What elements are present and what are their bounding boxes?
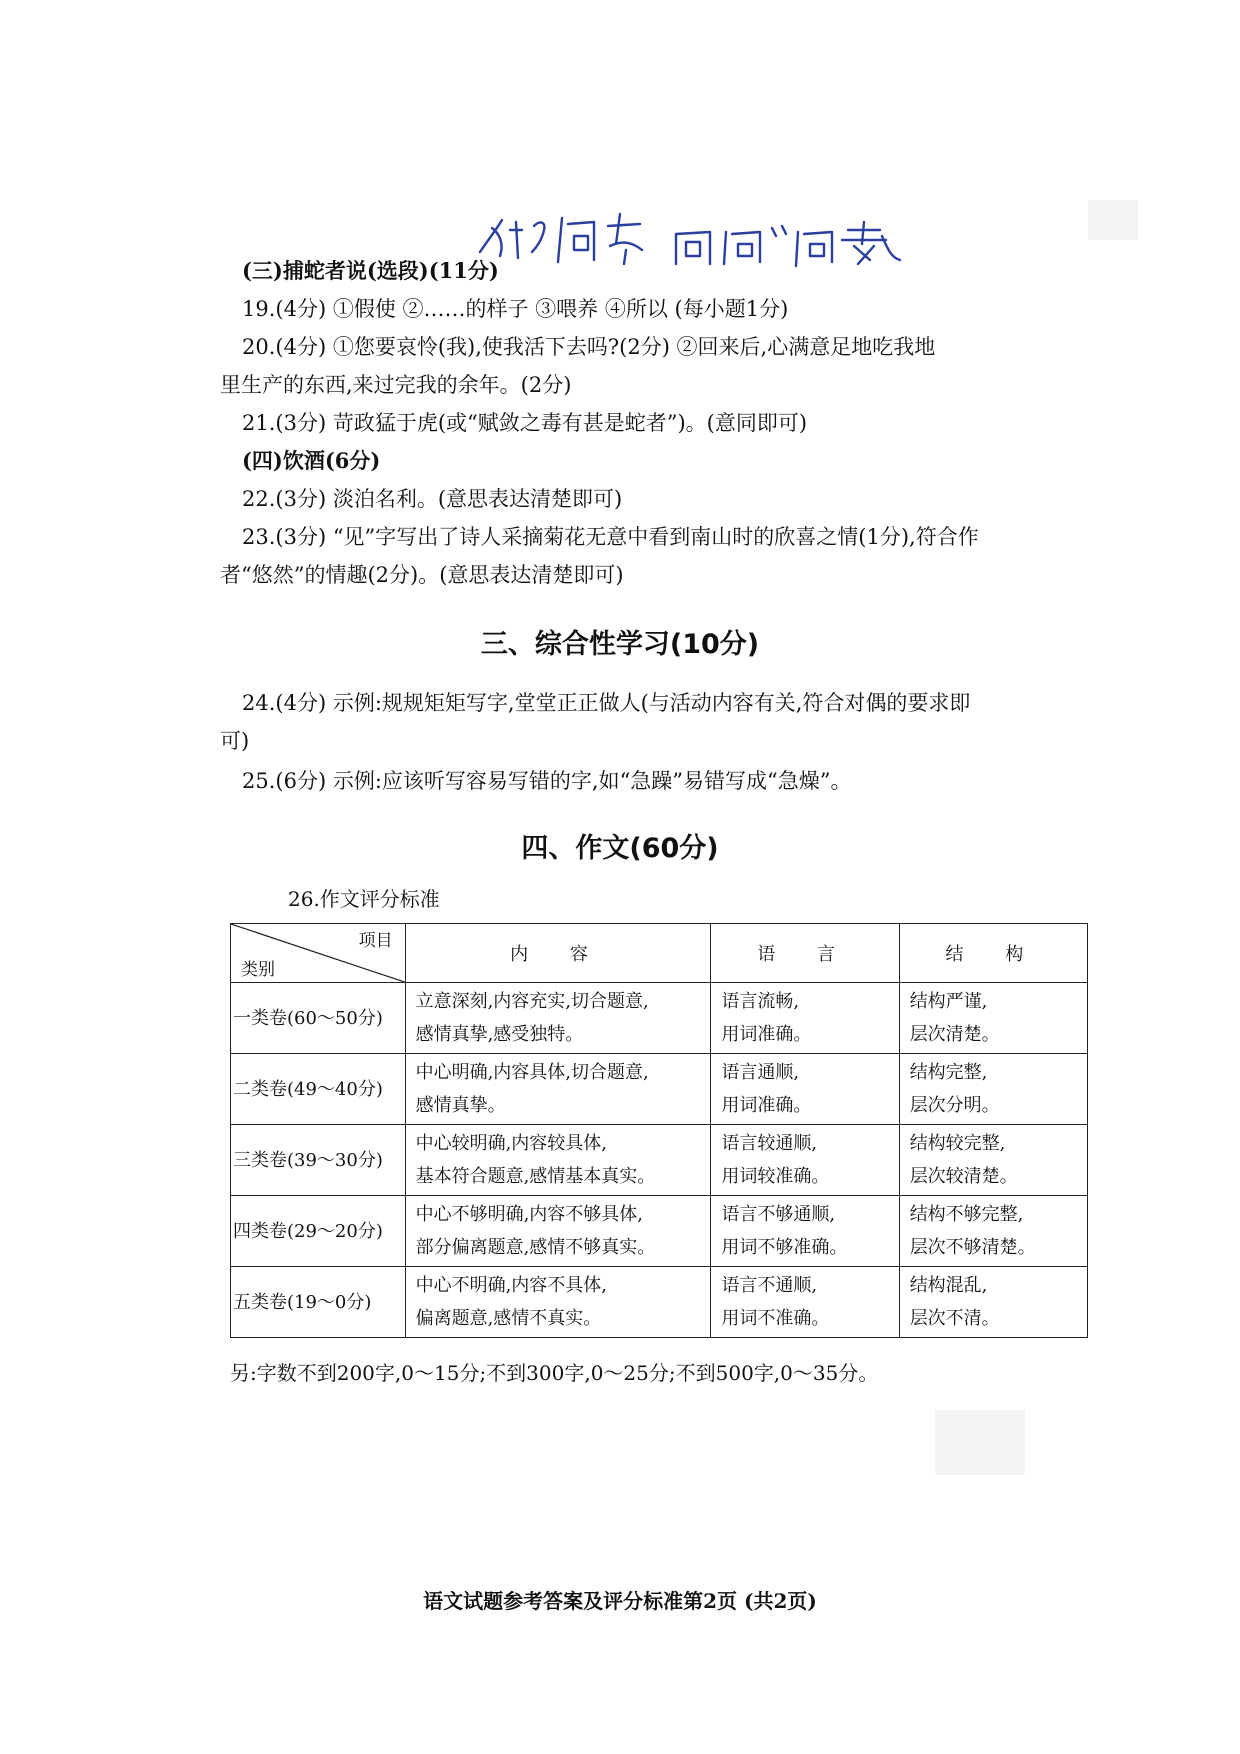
cell-line: 结构不够完整, <box>909 1204 1024 1225</box>
cell-line: 结构完整, <box>909 1062 988 1083</box>
row-structure <box>899 983 1087 1054</box>
cell-line: 用词不准确。 <box>721 1308 830 1329</box>
answer-23-line1: 23.(3分) “见”字写出了诗人采摘菊花无意中看到南山时的欣喜之情(1分),符合作 <box>242 525 979 549</box>
handwritten-annotation <box>470 200 950 270</box>
cell-line: 用词较准确。 <box>721 1166 830 1187</box>
cell-line: 结构严谨, <box>909 991 988 1012</box>
answer-21: 21.(3分) 苛政猛于虎(或“赋敛之毒有甚是蛇者”)。(意同即可) <box>242 411 808 435</box>
row-category: 一类卷(60～50分) <box>231 983 406 1054</box>
row-language <box>711 1196 899 1267</box>
row-content <box>405 1054 711 1125</box>
cell-line: 语言不够通顺, <box>721 1204 836 1225</box>
header-content: 内 容 <box>405 924 711 983</box>
cell-line: 部分偏离题意,感情不够真实。 <box>415 1237 656 1258</box>
corner-label-category: 类别 <box>241 960 275 980</box>
row-structure <box>899 1054 1087 1125</box>
cell-line: 中心不明确,内容不具体, <box>415 1275 608 1296</box>
row-language <box>711 1267 899 1338</box>
scan-smudge <box>935 1410 1025 1475</box>
answer-19: 19.(4分) ①假使 ②……的样子 ③喂养 ④所以 (每小题1分) <box>242 297 789 321</box>
answer-23-line2: 者“悠然”的情趣(2分)。(意思表达清楚即可) <box>220 563 624 587</box>
cell-line: 基本符合题意,感情基本真实。 <box>415 1166 656 1187</box>
section-4-header: (四)饮酒(6分) <box>242 448 381 473</box>
section-3-header: (三)捕蛇者说(选段)(11分) <box>242 258 499 283</box>
cell-line: 感情真挚。 <box>415 1095 506 1116</box>
cell-line: 感情真挚,感受独特。 <box>415 1024 584 1045</box>
row-category: 三类卷(39～30分) <box>231 1125 406 1196</box>
cell-line: 结构混乱, <box>909 1275 988 1296</box>
row-language <box>711 1125 899 1196</box>
row-category: 二类卷(49～40分) <box>231 1054 406 1125</box>
table-header-row <box>231 924 1088 983</box>
row-structure <box>899 1125 1087 1196</box>
row-category: 五类卷(19～0分) <box>231 1267 406 1338</box>
cell-line: 用词不够准确。 <box>721 1237 848 1258</box>
header-language: 语 言 <box>711 924 899 983</box>
cell-line: 立意深刻,内容充实,切合题意, <box>415 991 649 1012</box>
cell-line: 结构较完整, <box>909 1133 1006 1154</box>
cell-line: 偏离题意,感情不真实。 <box>415 1308 602 1329</box>
corner-label-item: 项目 <box>358 931 393 951</box>
word-count-note: 另:字数不到200字,0～15分;不到300字,0～25分;不到500字,0～35分。 <box>230 1361 879 1385</box>
cell-line: 语言较通顺, <box>721 1133 818 1154</box>
cell-line: 层次不清。 <box>909 1308 1000 1329</box>
row-content <box>405 1125 711 1196</box>
cell-line: 层次不够清楚。 <box>909 1237 1036 1258</box>
answer-24-line2: 可) <box>220 729 250 753</box>
row-language <box>711 1054 899 1125</box>
cell-line: 语言通顺, <box>721 1062 800 1083</box>
part-3-title: 三、综合性学习(10分) <box>480 629 760 660</box>
page-footer: 语文试题参考答案及评分标准第2页 (共2页) <box>423 1589 817 1613</box>
answer-25: 25.(6分) 示例:应该听写容易写错的字,如“急躁”易错写成“急燥”。 <box>242 769 852 793</box>
table-row <box>231 983 1088 1054</box>
cell-line: 中心不够明确,内容不够具体, <box>415 1204 644 1225</box>
answer-24-line1: 24.(4分) 示例:规规矩矩写字,堂堂正正做人(与活动内容有关,符合对偶的要求即 <box>242 691 971 715</box>
part-4-title: 四、作文(60分) <box>521 833 719 864</box>
cell-line: 语言流畅, <box>721 991 800 1012</box>
answer-22: 22.(3分) 淡泊名利。(意思表达清楚即可) <box>242 487 623 511</box>
row-content <box>405 983 711 1054</box>
table-row <box>231 1125 1088 1196</box>
essay-grading-table <box>230 923 1088 1338</box>
cell-line: 层次清楚。 <box>909 1024 1000 1045</box>
answer-20-line2: 里生产的东西,来过完我的余年。(2分) <box>220 373 572 397</box>
table-row <box>231 1196 1088 1267</box>
cell-line: 用词准确。 <box>721 1024 812 1045</box>
table-row <box>231 1054 1088 1125</box>
scan-smudge <box>1088 200 1138 240</box>
header-structure: 结 构 <box>899 924 1087 983</box>
row-category: 四类卷(29～20分) <box>231 1196 406 1267</box>
row-content <box>405 1196 711 1267</box>
cell-line: 用词准确。 <box>721 1095 812 1116</box>
cell-line: 语言不通顺, <box>721 1275 818 1296</box>
answer-20-line1: 20.(4分) ①您要哀怜(我),使我活下去吗?(2分) ②回来后,心满意足地吃我地 <box>242 335 936 359</box>
row-structure <box>899 1196 1087 1267</box>
cell-line: 层次较清楚。 <box>909 1166 1018 1187</box>
cell-line: 层次分明。 <box>909 1095 1000 1116</box>
table-corner-cell <box>231 924 406 983</box>
cell-line: 中心明确,内容具体,切合题意, <box>415 1062 649 1083</box>
cell-line: 中心较明确,内容较具体, <box>415 1133 608 1154</box>
row-structure <box>899 1267 1087 1338</box>
row-content <box>405 1267 711 1338</box>
row-language <box>711 983 899 1054</box>
table-row <box>231 1267 1088 1338</box>
answer-26-label: 26.作文评分标准 <box>288 887 440 911</box>
